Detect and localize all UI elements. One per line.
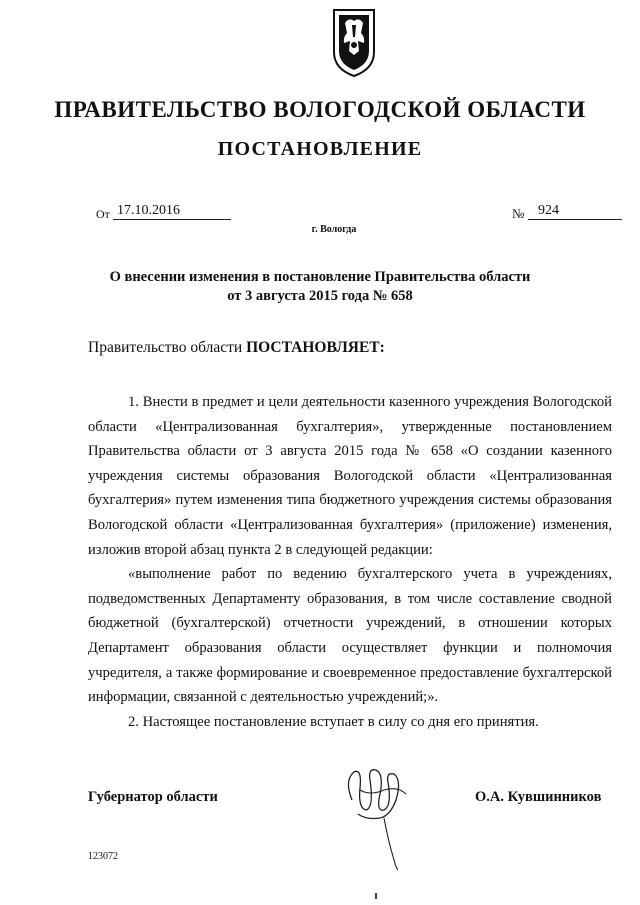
document-subject [80,268,560,306]
handwritten-signature [340,760,420,872]
document-code: 123072 [88,851,118,862]
date-label: От [96,207,110,221]
subject-line-1: О внесении изменения в постановление Правительства области [109,269,531,285]
document-date: 17.10.2016 [113,203,231,220]
number-label: № [512,206,525,221]
scan-artifact-mark [375,893,377,899]
signatory-name: О.А. Кувшинников [475,789,602,805]
paragraph-3: 2. Настоящее постановление вступает в силу со дня его принятия. [128,713,539,730]
subject-line-2: от 3 августа 2015 года № 658 [227,288,413,304]
document-body [88,390,612,734]
preamble [88,339,385,357]
coat-of-arms-emblem [331,7,377,79]
document-type-title: ПОСТАНОВЛЕНИЕ [217,138,423,160]
paragraph-1: 1. Внести в предмет и цели деятельности казенного учреждения Вологодской области «Централизованная бухгалтерия», утвержденные постановлением Правительства области от 3 августа 2015 года № 658 «О создании казенного учреждения системы образования Вологодской области «Централизованная бухгалтерия» путем изменения типа бюджетного учреждения системы образования Вологодской области «Централизованная бухгалтерия» (приложение) изменения, изложив второй абзац пункта 2 в следующей редакции: [88,394,612,558]
preamble-emphasis: ПОСТАНОВЛЯЕТ: [246,339,385,356]
paragraph-2: «выполнение работ по ведению бухгалтерского учета в учреждениях, подведомственных Департаменту образования, в том числе составление сводной бюджетной (бухгалтерской) отчетности учреждений, в отношении которых Департамент образования области осуществляет функции и полномочия учредителя, а также формирование и своевременное предоставление бухгалтерской информации, связанной с деятельностью учреждений;». [88,566,612,706]
city-line: г. Вологда [311,224,357,235]
organization-title: ПРАВИТЕЛЬСТВО ВОЛОГОДСКОЙ ОБЛАСТИ [54,97,586,122]
document-number: 924 [528,203,622,220]
preamble-text: Правительство области [88,339,247,356]
signatory-title: Губернатор области [88,789,218,805]
